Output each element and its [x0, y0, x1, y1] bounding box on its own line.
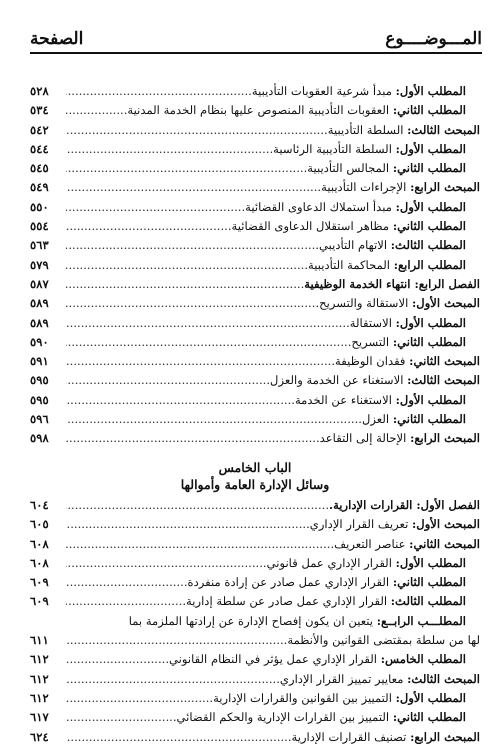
toc-entry-title: الاستقالة والتسريح. — [315, 296, 412, 311]
toc-entry-text — [66, 612, 466, 631]
toc-entry-label: المطلب الأول: — [395, 141, 466, 156]
toc-entry-title: عناصر التعريف. — [330, 536, 410, 551]
toc-entry-text — [66, 410, 466, 429]
toc-entry-page: ٦١٢ — [30, 690, 49, 705]
toc-entry-label: المبحث الثاني: — [409, 536, 480, 551]
toc-entry — [30, 82, 480, 101]
toc-header — [30, 20, 482, 54]
toc-entry-title: الإجراءات التأديبية. — [317, 180, 411, 195]
toc-leader-dots — [66, 431, 316, 445]
toc-entry — [30, 217, 480, 236]
toc-entry-page: ٥٨٩ — [30, 315, 49, 330]
toc-entry-page: ٥٤٢ — [30, 122, 49, 137]
toc-entry-label: المطلب الرابع: — [393, 257, 466, 272]
toc-entry-page: ٥٩٥ — [30, 373, 49, 388]
toc-leader-dots — [66, 258, 304, 272]
toc-entry — [30, 159, 480, 178]
toc-leader-dots — [66, 335, 348, 349]
toc-entry — [30, 371, 480, 390]
toc-entry-title: المجالس التأديبية. — [303, 161, 393, 176]
toc-entry-page: ٥٩٠ — [30, 334, 49, 349]
toc-entry — [30, 496, 480, 515]
toc-entry — [30, 121, 480, 140]
toc-entry-label: المبحث الأول: — [412, 296, 480, 311]
toc-entry — [30, 535, 480, 554]
toc-entry-label: المبحث الرابع: — [410, 729, 480, 744]
toc-entry — [30, 670, 480, 689]
toc-entry-label: المبحث الأول: — [412, 517, 480, 532]
toc-entry-label: المطلب الثاني: — [392, 412, 466, 427]
toc-entry — [30, 554, 480, 573]
toc-leader-dots — [66, 517, 306, 531]
toc-entry-text — [66, 217, 466, 236]
toc-entry-title: التسريح. — [347, 334, 393, 349]
toc-entry-label: المطلب الثاني: — [392, 103, 466, 118]
toc-entry-text — [66, 159, 466, 178]
toc-leader-dots — [66, 180, 317, 194]
toc-entry — [30, 140, 480, 159]
toc-entry-title: الاستغناء عن الخدمة — [294, 392, 396, 407]
toc-entry-label: المطلب الثاني: — [392, 161, 466, 176]
toc-entry-page: ٦١٢ — [30, 671, 49, 686]
toc-entry-title: المحاكمة التأديبية. — [304, 257, 394, 272]
toc-entry-text — [66, 314, 466, 333]
toc-entry-page: ٥٧٩ — [30, 257, 49, 272]
toc-leader-dots — [66, 537, 330, 551]
toc-entry-page: ٦٠٨ — [30, 536, 49, 551]
toc-entry-label: المبحث الثالث: — [407, 122, 480, 137]
toc-entry-text — [66, 650, 466, 669]
toc-entry-page: ٥٥٤ — [30, 219, 49, 234]
toc-entry-text — [66, 140, 466, 159]
toc-leader-dots — [66, 652, 165, 666]
part-subheading: وسائل الإدارة العامة وأموالها — [180, 477, 330, 492]
toc-entry-text — [66, 294, 480, 313]
toc-entry-page: ٥٥٠ — [30, 199, 49, 214]
toc-entry-text — [66, 728, 480, 747]
toc-leader-dots — [66, 575, 184, 589]
toc-entry-page: ٦١٢ — [30, 652, 49, 667]
toc-entry-label: المطلب الأول: — [395, 392, 466, 407]
toc-entry-title: انتهاء الخدمة الوظيفية — [304, 276, 415, 291]
toc-entry-title: فقدان الوظيفة. — [331, 354, 410, 369]
toc-entry-text — [66, 371, 480, 390]
toc-leader-dots — [66, 594, 182, 608]
toc-entry — [30, 178, 480, 197]
toc-entry-text — [66, 82, 466, 101]
toc-entry-text — [66, 391, 466, 410]
toc-leader-dots — [66, 200, 245, 214]
toc-entry — [30, 592, 480, 611]
toc-entry-title: القرار الإداري عمل قانوني. — [262, 555, 396, 570]
toc-entry-page: ٥٤٤ — [30, 141, 49, 156]
toc-entry-text — [66, 178, 480, 197]
toc-entry-label: المطلـــب الرابــع: — [376, 613, 466, 628]
toc-leader-dots — [66, 161, 304, 175]
toc-leader-dots — [66, 84, 252, 98]
toc-leader-dots — [66, 691, 209, 705]
toc-entry-page: ٥٢٨ — [30, 84, 49, 98]
toc-entry — [30, 515, 480, 534]
toc-entry-title: مبدأ استملاك الدعاوى القضائية — [245, 199, 396, 214]
toc-entry-title: التمييز بين القوانين والقرارات الإدارية. — [209, 690, 396, 705]
toc-leader-dots — [66, 672, 276, 686]
toc-entry — [30, 294, 480, 313]
toc-entry — [30, 101, 480, 120]
toc-entry — [30, 689, 480, 708]
toc-entry — [30, 708, 480, 727]
toc-entry-text — [66, 352, 480, 371]
toc-entry-label: المبحث الثاني: — [409, 354, 480, 369]
toc-entry-page: ٥٨٧ — [30, 276, 49, 291]
toc-entry-title: السلطة التأديبية. — [324, 122, 408, 137]
toc-entry-page: ٦٠٥ — [30, 517, 49, 532]
toc-entry-title: تصنيف القرارات الإدارية. — [287, 729, 411, 744]
toc-entry-title: تعريف القرار الإداري. — [306, 517, 412, 532]
toc-entry-label: المطلب الثاني: — [392, 710, 466, 725]
toc-leader-dots — [66, 730, 288, 744]
toc-section-two — [30, 496, 480, 747]
toc-entry-title: القرارات الإدارية. — [329, 498, 417, 512]
toc-entry-title: الاستغناء عن الخدمة والعزل. — [266, 373, 408, 388]
toc-leader-dots — [66, 103, 124, 117]
toc-entry — [30, 256, 480, 275]
toc-entry-text — [66, 708, 466, 727]
toc-entry-page: ٥٦٣ — [30, 238, 49, 253]
toc-entry-label: المطلب الثاني: — [392, 575, 466, 590]
toc-entry — [30, 650, 480, 669]
toc-leader-dots — [66, 556, 263, 570]
toc-entry-text — [66, 515, 480, 534]
toc-entry-page: ٥٤٥ — [30, 161, 49, 176]
toc-entry-page: ٦٠٨ — [30, 555, 49, 570]
toc-entry-page: ٥٩٦ — [30, 412, 49, 427]
toc-leader-dots — [66, 412, 358, 426]
toc-entry-page: ٦١١ — [30, 633, 49, 648]
toc-entry-label: الفصل الرابع: — [414, 276, 480, 291]
toc-leader-dots — [66, 123, 324, 137]
toc-entry-text — [66, 631, 480, 650]
toc-entry-text — [66, 256, 466, 275]
toc-entry-text — [66, 554, 466, 573]
toc-entry — [30, 429, 480, 448]
toc-entry-label: المبحث الرابع: — [410, 431, 480, 446]
toc-entry-title: الاتهام التأديبي. — [315, 238, 391, 253]
toc-entry-title: لها من سلطة بمقتضى القوانين والأنظمة. — [283, 633, 480, 648]
header-title: المـــوضــــوع — [385, 29, 482, 49]
toc-entry-page: ٦٠٤ — [30, 498, 49, 512]
toc-leader-dots — [66, 316, 346, 330]
toc-leader-dots — [66, 142, 269, 156]
toc-entry-label: المطلب الأول: — [395, 84, 466, 98]
toc-entry-page: ٦٢٤ — [30, 729, 49, 744]
toc-entry-label: المطلب الثالث: — [390, 594, 466, 609]
toc-entry-label: المطلب الأول: — [395, 555, 466, 570]
toc-entry-title: معايير تمييز القرار الإداري. — [276, 671, 408, 686]
toc-entry-title: القرار الإداري عمل صادر عن سلطة إدارية. — [182, 594, 391, 609]
toc-entry — [30, 612, 480, 631]
toc-leader-dots — [66, 219, 232, 233]
toc-entry — [30, 333, 480, 352]
toc-entry-label: المطلب الثاني: — [392, 219, 466, 234]
toc-entry-title: يتعين ان يكون إفصاح الإدارة عن إرادتها الملزمة بما — [128, 613, 377, 628]
toc-entry-title: الإحالة إلى التقاعد. — [315, 431, 411, 446]
toc-entry-label: المبحث الثالث: — [407, 671, 480, 686]
toc-entry-title: مبدأ شرعية العقوبات التأديبية — [251, 84, 396, 98]
toc-entry — [30, 631, 480, 650]
toc-entry-label: المبحث الثالث: — [407, 373, 480, 388]
toc-entry-label: المبحث الرابع: — [410, 180, 480, 195]
toc-entry-text — [66, 496, 480, 515]
toc-entry-text — [66, 535, 480, 554]
toc-entry — [30, 573, 480, 592]
toc-entry-label: المطلب الثالث: — [390, 238, 466, 253]
toc-entry-title: القرار الإداري عمل صادر عن إرادة منفردة. — [183, 575, 393, 590]
toc-entry-title: الاستقالة. — [346, 315, 396, 330]
toc-entry-page: ٥٩٨ — [30, 431, 49, 446]
toc-leader-dots — [66, 393, 295, 407]
toc-entry-label: المطلب الثاني: — [392, 334, 466, 349]
toc-entry-text — [66, 670, 480, 689]
toc-leader-dots — [66, 710, 173, 724]
toc-entry-page: ٥٤٩ — [30, 180, 49, 195]
toc-entry-page: ٦١٧ — [30, 710, 49, 725]
toc-entry-title: التمييز بين القرارات الإدارية والحكم القضائي. — [172, 710, 393, 725]
toc-entry — [30, 314, 480, 333]
toc-entry-text — [66, 198, 466, 217]
toc-leader-dots — [66, 373, 266, 387]
toc-leader-dots — [66, 354, 331, 368]
toc-entry-label: الفصل الأول: — [416, 498, 480, 512]
toc-entry-page: ٦٠٩ — [30, 575, 49, 590]
toc-section-one — [30, 82, 480, 449]
toc-entry — [30, 352, 480, 371]
toc-entry-text — [66, 333, 466, 352]
toc-entry-page: ٥٩٥ — [30, 392, 49, 407]
toc-leader-dots — [66, 296, 315, 310]
part-heading: الباب الخامس — [218, 460, 292, 475]
toc-entry-text — [66, 275, 480, 294]
toc-leader-dots — [66, 633, 284, 647]
toc-entry-text — [66, 236, 466, 255]
toc-entry-text — [66, 121, 480, 140]
toc-entry-title: القرار الإداري عمل يؤثر في النظام القانوني. — [165, 652, 381, 667]
toc-entry-title: السلطة التأديبية الرئاسية. — [269, 141, 396, 156]
toc-entry-page: ٦٠٩ — [30, 594, 49, 609]
toc-entry-page: ٥٣٤ — [30, 103, 49, 118]
toc-entry-text — [66, 689, 466, 708]
toc-entry — [30, 275, 480, 294]
toc-entry-label: المطلب الخامس: — [380, 652, 466, 667]
toc-entry-text — [66, 101, 466, 120]
toc-entry-label: المطلب الأول: — [395, 199, 466, 214]
header-page-label: الصفحة — [30, 29, 84, 49]
toc-entry-title: العزل. — [358, 412, 393, 427]
toc-leader-dots — [66, 498, 329, 512]
toc-entry-title: مظاهر استقلال الدعاوى القضائية — [231, 219, 393, 234]
toc-entry-label: المطلب الأول: — [395, 315, 466, 330]
toc-entry — [30, 391, 480, 410]
toc-entry-text — [66, 573, 466, 592]
toc-entry — [30, 236, 480, 255]
toc-entry-text — [66, 429, 480, 448]
toc-entry — [30, 198, 480, 217]
toc-entry-text — [66, 592, 466, 611]
toc-entry-page: ٥٩١ — [30, 354, 49, 369]
toc-leader-dots — [66, 277, 304, 291]
toc-entry-title: العقوبات التأديبية المنصوص عليها بنظام الخدمة المدنية. — [123, 103, 393, 118]
toc-entry — [30, 410, 480, 429]
toc-entry-label: المطلب الأول: — [395, 690, 466, 705]
toc-entry — [30, 728, 480, 747]
toc-entry-page: ٥٨٩ — [30, 296, 49, 311]
toc-leader-dots — [66, 238, 315, 252]
